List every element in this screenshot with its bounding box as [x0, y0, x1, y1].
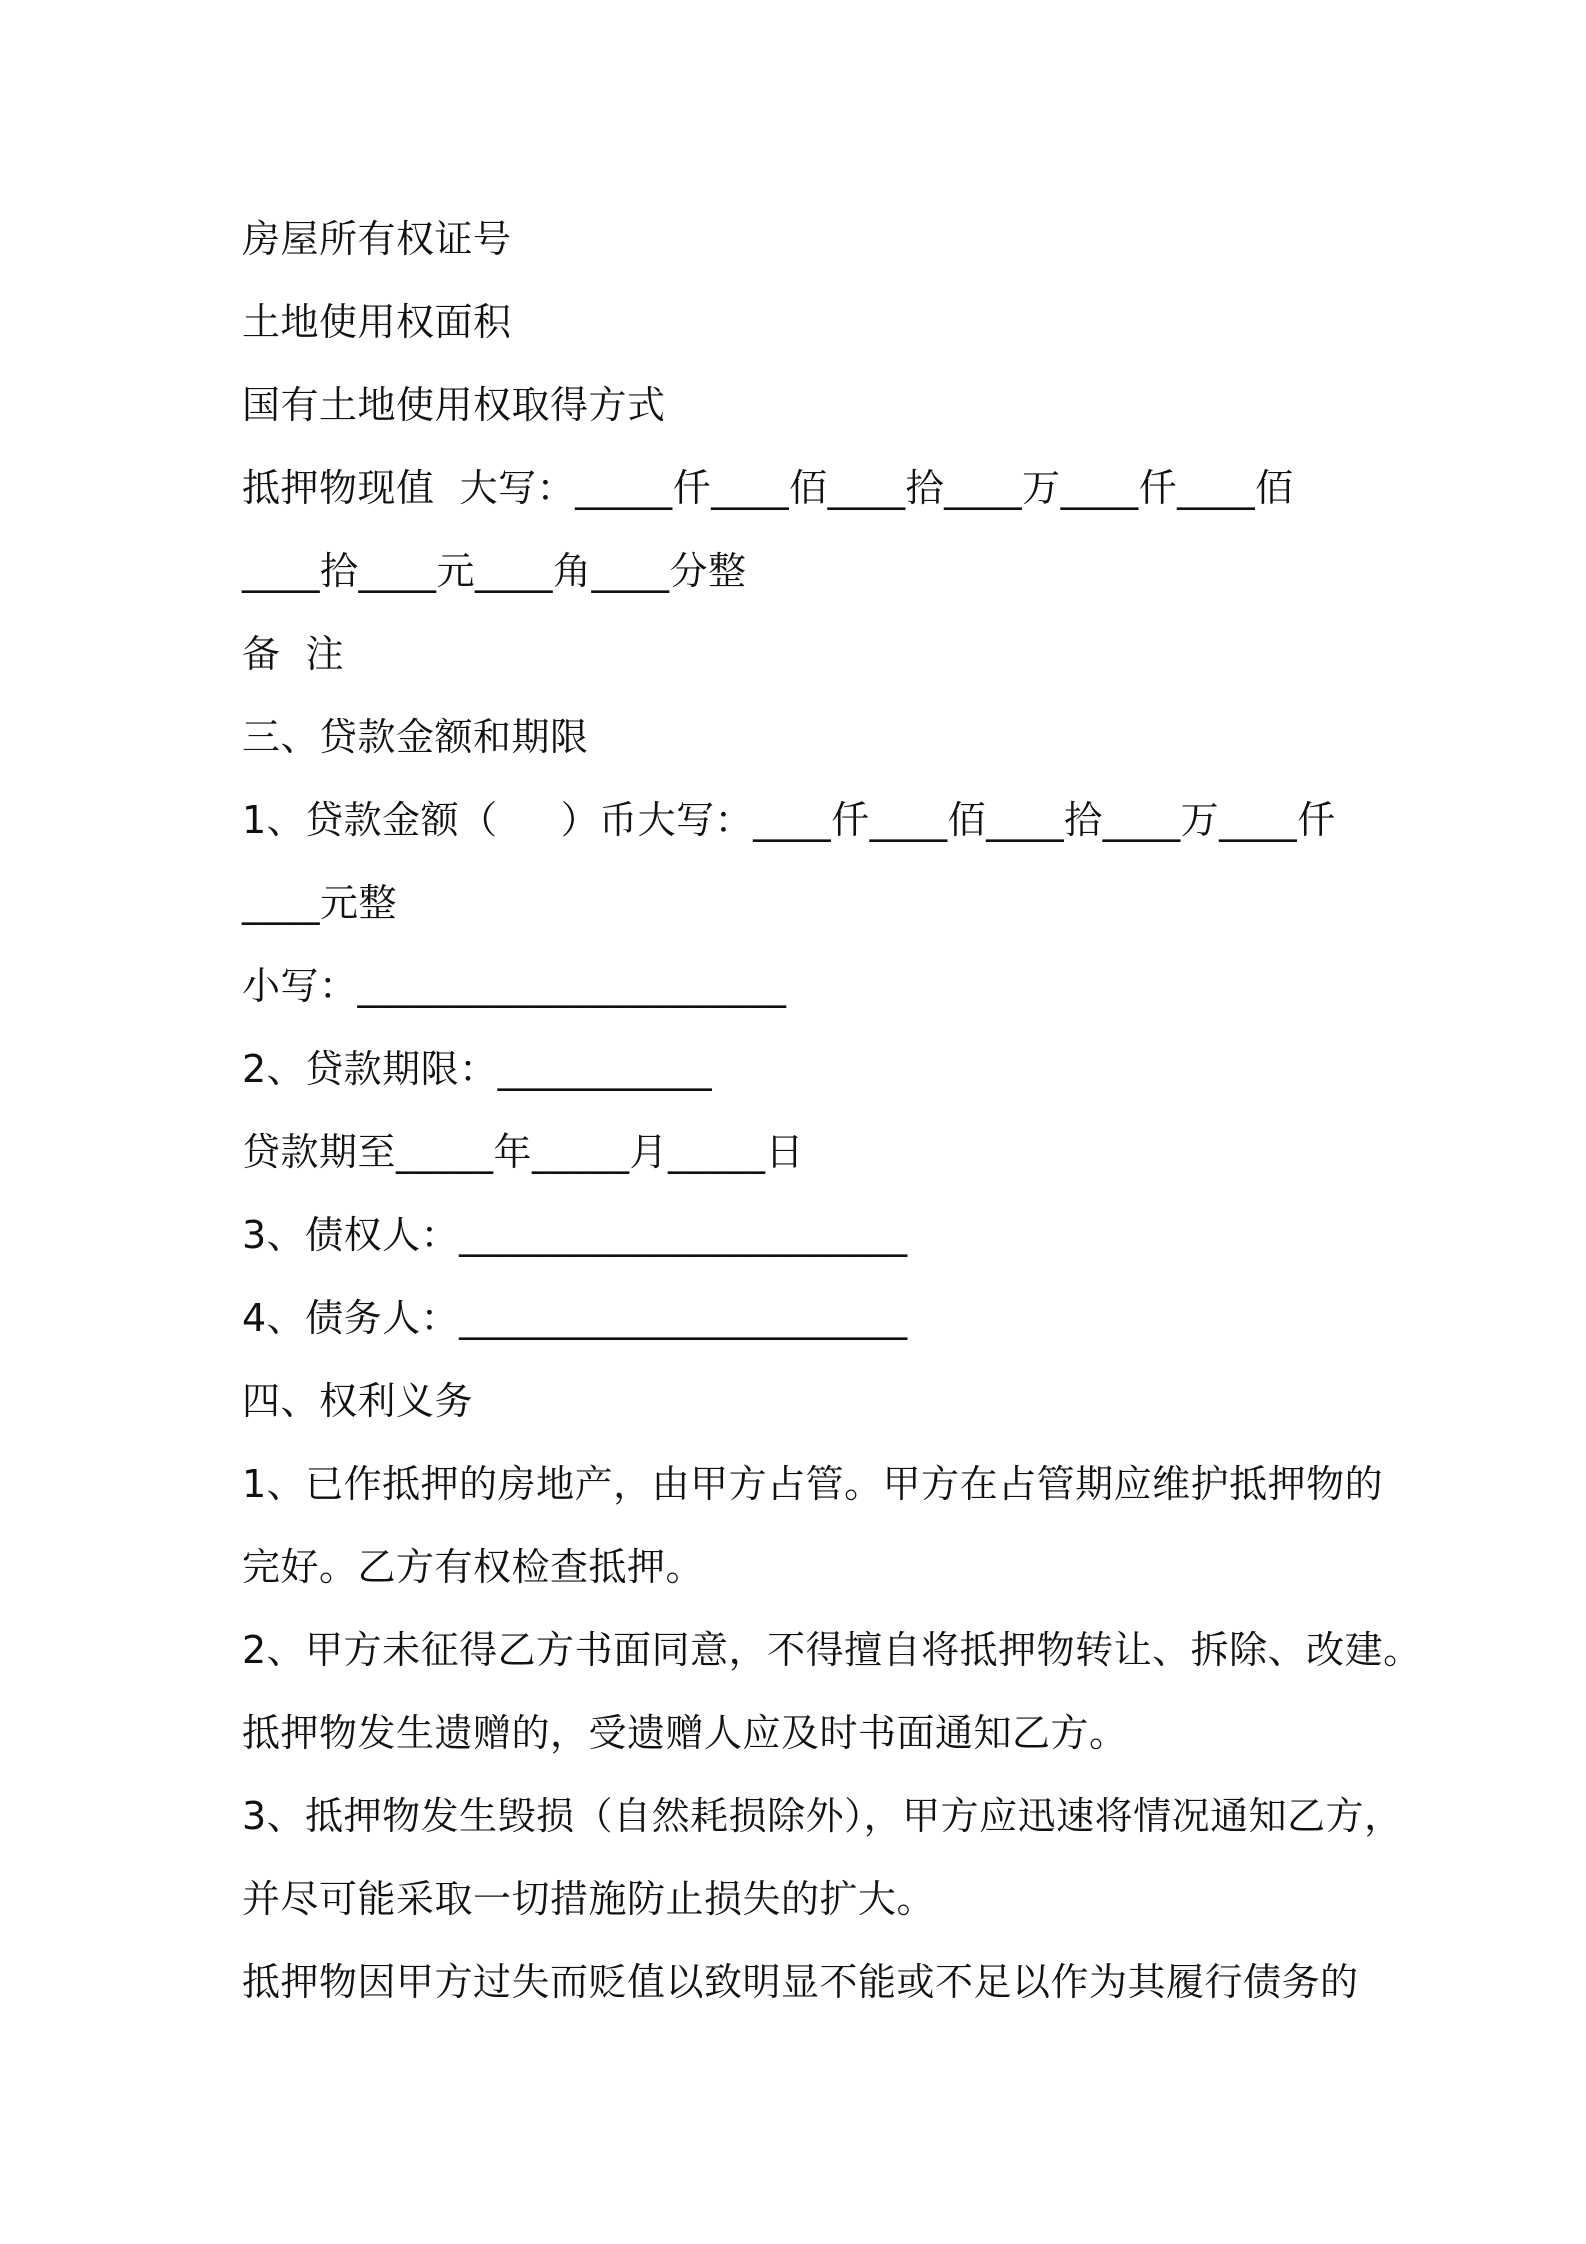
- creditor-line: 3、债权人：_______________________: [242, 1213, 908, 1257]
- debtor-line: 4、债务人：_______________________: [242, 1296, 908, 1340]
- collateral-value-line: 抵押物现值 大写：_____仟____佰____拾____万____仟____佰: [242, 466, 1294, 510]
- loan-term-line: 2、贷款期限：___________: [242, 1047, 713, 1091]
- land-acquisition-line: 国有土地使用权取得方式: [242, 383, 666, 427]
- section-four-heading: 四、权利义务: [242, 1379, 474, 1423]
- clause-one-line: 1、已作抵押的房地产，由甲方占管。甲方在占管期应维护抵押物的: [242, 1462, 1384, 1506]
- clause-two-cont-line: 抵押物发生遗赠的，受遗赠人应及时书面通知乙方。: [242, 1711, 1128, 1755]
- lowercase-amount-line: 小写：______________________: [242, 964, 787, 1008]
- clause-depreciation-line: 抵押物因甲方过失而贬值以致明显不能或不足以作为其履行债务的: [242, 1960, 1359, 2004]
- document-body: [242, 198, 1442, 2024]
- remarks-line: 备 注: [242, 632, 345, 676]
- land-area-line: 土地使用权面积: [242, 300, 512, 344]
- clause-two-line: 2、甲方未征得乙方书面同意，不得擅自将抵押物转让、拆除、改建。: [242, 1628, 1422, 1672]
- loan-amount-line: 1、贷款金额（ ）币大写：____仟____佰____拾____万____仟: [242, 798, 1336, 842]
- clause-three-cont-line: 并尽可能采取一切措施防止损失的扩大。: [242, 1877, 936, 1921]
- section-three-heading: 三、贷款金额和期限: [242, 715, 589, 759]
- collateral-value-cont-line: ____拾____元____角____分整: [242, 549, 747, 593]
- clause-three-line: 3、抵押物发生毁损（自然耗损除外），甲方应迅速将情况通知乙方，: [242, 1794, 1403, 1838]
- property-certificate-line: 房屋所有权证号: [242, 217, 512, 261]
- loan-due-date-line: 贷款期至_____年_____月_____日: [242, 1130, 805, 1174]
- clause-one-cont-line: 完好。乙方有权检查抵押。: [242, 1545, 705, 1589]
- loan-amount-cont-line: ____元整: [242, 881, 398, 925]
